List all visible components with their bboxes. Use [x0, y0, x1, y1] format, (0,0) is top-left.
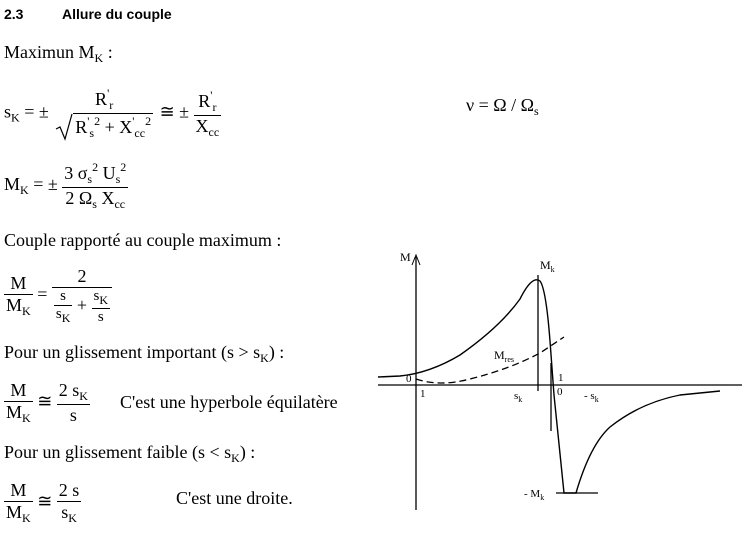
load-torque-curve [416, 337, 564, 383]
torque-curve [378, 280, 720, 493]
mres-label: $M_{res}$ [494, 348, 514, 364]
sqrt-icon [55, 113, 73, 141]
mk-label: $M_k$ [540, 258, 555, 274]
sk-axis-label: $s_k$ [514, 390, 523, 404]
maximum-label: Maximun M [4, 42, 95, 62]
mk-fraction: $\frac{3 \sigma_s^2 U_s^2}{2 \Omega_s X_{cc}}$ [64, 160, 127, 211]
mk-formula: $M_K$ = ± $\frac{3 \sigma_s^2 U_s^2}{2 \Omega_s X_{cc}}$ [4, 160, 127, 211]
torque-slip-graph [370, 245, 750, 525]
nu-formula: $\nu = \Omega / \Omega_s$ [466, 95, 539, 118]
glissement-important-text: Pour un glissement important $(s > s_K)$ : [4, 342, 285, 365]
maximum-line: Maximun $M_K$ : [4, 42, 113, 65]
sk-formula: $s_K$ = ± $R'_r$ $R'_s^2 + X'_{cc}^2$ ≅ ± $\frac{R'_r}{X_{cc}}$ [4, 86, 220, 140]
droite-formula: $\frac{M}{M_K}$ ≅ $\frac{2 s}{s_K}$ [6, 480, 80, 525]
droite-text: C'est une droite. [176, 488, 293, 508]
sk-fraction-approx: $\frac{R'_r}{X_{cc}}$ [195, 87, 220, 139]
y-axis-label: M [400, 250, 411, 264]
zero-right-label: 0 [557, 386, 563, 398]
origin-left-label: 0 [406, 373, 412, 385]
one-left-label: 1 [420, 388, 426, 400]
hyperbole-formula: $\frac{M}{M_K}$ ≅ $\frac{2 s_K}{s}$ [6, 380, 88, 425]
minus-mk-label: - $M_k$ [524, 488, 545, 502]
glissement-faible-text: Pour un glissement faible $(s < s_K)$ : [4, 442, 256, 465]
hyperbole-text: C'est une hyperbole équilatère [120, 392, 338, 412]
section-number: 2.3 [4, 6, 24, 22]
minus-sk-label: - $s_k$ [584, 390, 599, 404]
section-title: Allure du couple [62, 6, 172, 22]
rapporte-text: Couple rapporté au couple maximum : [4, 230, 282, 250]
sk-fraction-exact: $R'_r$ $R'_s^2 + X'_{cc}^2$ [53, 86, 155, 141]
one-right-label: 1 [558, 372, 564, 384]
ratio-formula: $\frac{M}{M_K}$ = 2 $\frac{s}{s_K}$ + $\frac{s_K}{s}$ [4, 266, 112, 326]
